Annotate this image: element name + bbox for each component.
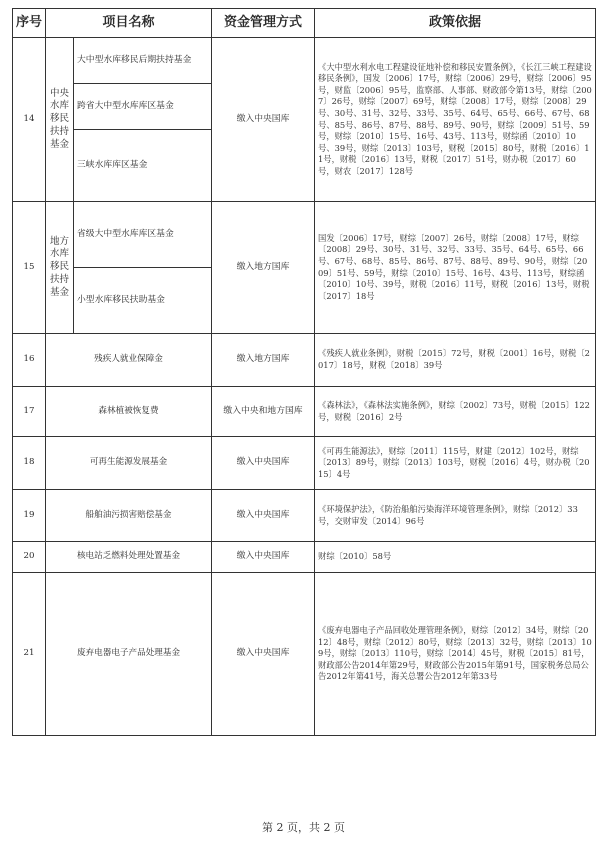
project-name: 船舶油污损害赔偿基金	[46, 490, 212, 542]
table-row	[13, 387, 596, 437]
policy-basis: 国发〔2006〕17号，财综〔2007〕26号，财综〔2008〕17号，财综〔2008〕29号、30号、31号、32号、33号、35号、64号、65号、66号、67号、68号、85号、86号、87号、88号、89号、90号，财综〔2009〕51号、59号，财综〔2010〕15号、16号、43号、113号，财综函〔2010〕10号、39号，财税〔2016〕11号，财税〔2016〕13号，财税〔2017〕18号	[315, 202, 596, 334]
management-method: 缴入中央国库	[212, 490, 315, 542]
fund-group-label: 地方水库移民扶持基金	[46, 202, 74, 334]
row-number: 19	[13, 490, 46, 542]
row-number: 17	[13, 387, 46, 437]
policy-basis: 《可再生能源法》，财综〔2011〕115号，财建〔2012〕102号，财综〔2013〕89号，财综〔2013〕103号，财税〔2016〕4号，财办税〔2015〕4号	[315, 437, 596, 490]
fund-name: 三峡水库库区基金	[74, 130, 212, 202]
fund-name: 大中型水库移民后期扶持基金	[74, 38, 212, 84]
row-number: 15	[13, 202, 46, 334]
policy-basis: 《大中型水利水电工程建设征地补偿和移民安置条例》，《长江三峡工程建设移民条例》，国发〔2006〕17号，财综〔2006〕29号，财综〔2006〕95号，财监〔2006〕95号，监察部、人事部、财政部令第13号，财综〔2007〕26号，财综〔2007〕69号，财综〔2008〕17号，财综〔2008〕29号、30号、31号、32号、33号、35号、64号、65号、66号、67号、68号、85号、86号、87号、88号、89号、90号，财综〔2009〕51号、59号，财综〔2010〕15号、16号、43号、113号，财综函〔2010〕10号、39号，财综〔2013〕103号，财税〔2015〕80号，财税〔2016〕11号，财税〔2016〕13号，财税〔2017〕51号，财办税〔2017〕60号，财农〔2017〕128号	[315, 38, 596, 202]
project-name: 森林植被恢复费	[46, 387, 212, 437]
page-number: 第 2 页，共 2 页	[262, 821, 345, 834]
management-method: 缴入地方国库	[212, 334, 315, 387]
header-policy-basis: 政策依据	[315, 9, 596, 38]
row-number: 18	[13, 437, 46, 490]
policy-basis: 《环境保护法》，《防治船舶污染海洋环境管理条例》，财综〔2012〕33号，交财审发〔2014〕96号	[315, 490, 596, 542]
table-row	[13, 202, 596, 268]
header-management: 资金管理方式	[212, 9, 315, 38]
policy-basis: 《残疾人就业条例》，财税〔2015〕72号，财税〔2001〕16号，财税〔2017〕18号，财税〔2018〕39号	[315, 334, 596, 387]
management-method: 缴入中央国库	[212, 437, 315, 490]
table-row	[13, 490, 596, 542]
policy-basis: 财综〔2010〕58号	[315, 542, 596, 573]
header-no: 序号	[13, 9, 46, 38]
project-name: 残疾人就业保障金	[46, 334, 212, 387]
row-number: 20	[13, 542, 46, 573]
fund-name: 省级大中型水库库区基金	[74, 202, 212, 268]
project-name: 可再生能源发展基金	[46, 437, 212, 490]
project-name: 核电站乏燃料处理处置基金	[46, 542, 212, 573]
policy-table	[12, 8, 596, 736]
table-header-row	[13, 9, 596, 38]
table-row	[13, 573, 596, 736]
management-method: 缴入地方国库	[212, 202, 315, 334]
header-project-name: 项目名称	[46, 9, 212, 38]
table-row	[13, 542, 596, 573]
table-row	[13, 38, 596, 84]
management-method: 缴入中央和地方国库	[212, 387, 315, 437]
fund-name: 跨省大中型水库库区基金	[74, 84, 212, 130]
fund-group-label: 中央水库移民扶持基金	[46, 38, 74, 202]
management-method: 缴入中央国库	[212, 573, 315, 736]
management-method: 缴入中央国库	[212, 542, 315, 573]
fund-name: 小型水库移民扶助基金	[74, 268, 212, 334]
row-number: 14	[13, 38, 46, 202]
table-row	[13, 437, 596, 490]
policy-basis: 《废弃电器电子产品回收处理管理条例》，财综〔2012〕34号，财综〔2012〕48号，财综〔2012〕80号，财综〔2013〕32号，财综〔2013〕109号，财综〔2013〕110号，财综〔2014〕45号，财税〔2015〕81号，财政部公告2014年第29号，财政部公告2015年第91号，国家税务总局公告2012年第41号，海关总署公告2012年第33号	[315, 573, 596, 736]
table-row	[13, 334, 596, 387]
project-name: 废弃电器电子产品处理基金	[46, 573, 212, 736]
management-method: 缴入中央国库	[212, 38, 315, 202]
row-number: 21	[13, 573, 46, 736]
row-number: 16	[13, 334, 46, 387]
policy-basis: 《森林法》，《森林法实施条例》，财综〔2002〕73号，财税〔2015〕122号，财税〔2016〕2号	[315, 387, 596, 437]
